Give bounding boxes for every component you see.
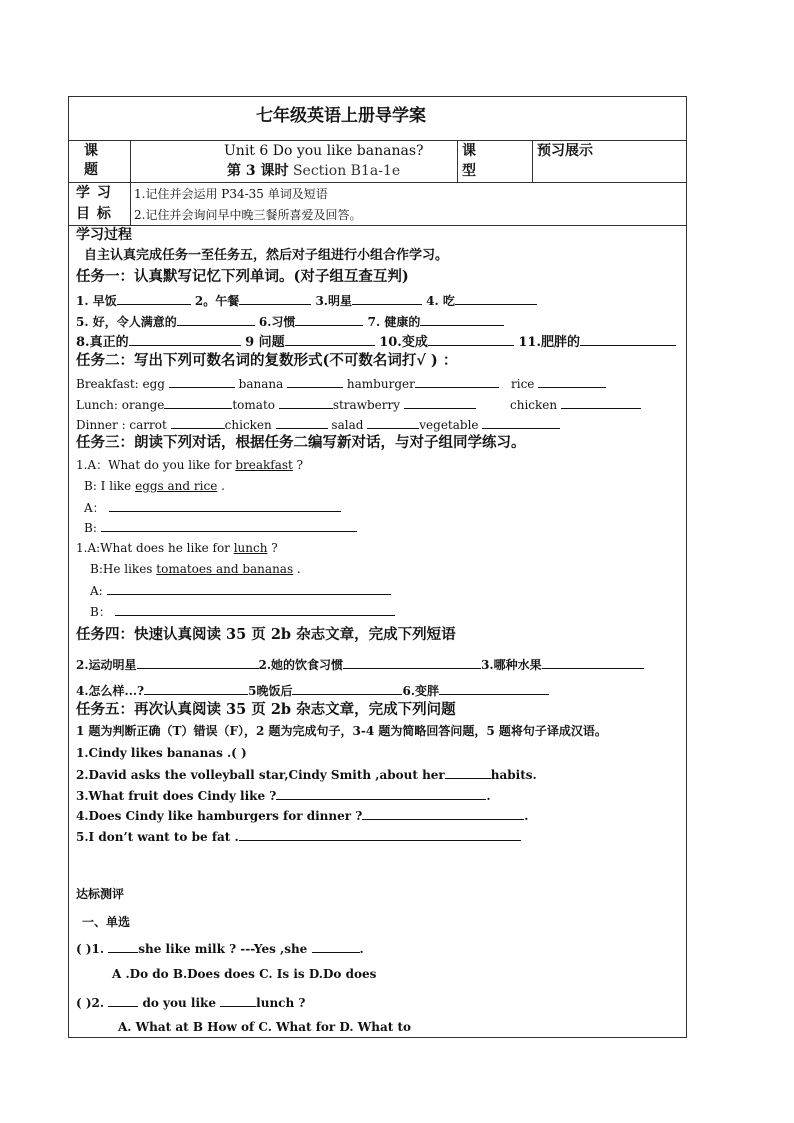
dialogue-line: B:He likes tomatoes and bananas . [90,562,301,576]
ke-ti-label: 题 [84,162,98,178]
question: 2.David asks the volleyball star,Cindy Smith ,about her habits. [76,768,537,782]
goal-item: 1.记住并会运用 P34-35 单词及短语 [134,187,328,201]
assessment-heading: 达标测评 [76,887,125,901]
divider [457,140,458,182]
task2-line: Lunch: orange tomato strawberry [76,396,476,413]
task2-heading: 任务二：写出下列可数名词的复数形式(不可数名词打√ ) ： [76,352,458,369]
task2-line: rice [511,375,606,392]
divider [532,140,533,182]
mcq-options: A .Do do B.Does does C. Is is D.Do does [112,967,377,981]
question: 1.Cindy likes bananas .( ) [76,746,247,760]
task4-line: 4.怎么样...? 5晚饭后 6.变胖 [76,682,549,699]
question: 5.I don’t want to be fat . [76,828,521,845]
lesson-title: 第 3 课时 Section B1a-1e [227,163,401,179]
dialogue-blank: A: [90,582,391,599]
mcq-question: ( )2. do you like lunch ? [76,996,306,1010]
dialogue-blank: B： [90,603,395,620]
task5-instruction: 1 题为判断正确（T）错误（F），2 题为完成句子，3-4 题为简略回答问题，5 题将句子译成汉语。 [76,724,607,738]
goal-item: 2.记住并会询问早中晚三餐所喜爱及回答。 [134,208,362,222]
task1-heading: 任务一：认真默写记忆下列单词。(对子组互查互判) [76,268,409,285]
ke-ti-label: 课 [84,143,98,159]
dialogue-line: 1.A:What does he like for lunch ? [76,541,278,555]
dialogue-line: B: I like eggs and rice . [84,479,225,493]
mcq-question: ( )1. she like milk ? ---Yes ,she . [76,942,364,956]
unit-title: Unit 6 Do you like bananas? [224,143,424,159]
task2-line: Dinner : carrot chicken salad vegetable [76,416,560,433]
divider [69,225,686,226]
ke-xing-label: 型 [462,163,476,179]
divider [130,140,131,225]
task3-heading: 任务三：朗读下列对话，根据任务二编写新对话，与对子组同学练习。 [76,434,526,451]
question: 4.Does Cindy like hamburgers for dinner ? . [76,809,529,823]
dialogue-blank: B: [84,519,357,536]
task4-heading: 任务四：快速认真阅读 35 页 2b 杂志文章，完成下列短语 [76,626,456,643]
page-title: 七年级英语上册导学案 [256,106,426,126]
ke-xing-label: 课 [462,143,476,159]
question: 3.What fruit does Cindy like ? . [76,789,491,803]
divider [69,140,686,141]
dialogue-line: 1.A：What do you like for breakfast ? [76,458,304,472]
divider [69,182,686,183]
process-intro: 自主认真完成任务一至任务五，然后对子组进行小组合作学习。 [84,248,449,263]
task4-line: 2.运动明星 2.她的饮食习惯 3.哪种水果 [76,656,644,673]
task1-line: 1. 早饭 2。午餐 3.明星 4. 吃 [76,292,537,309]
task2-line: chicken [510,396,641,413]
goals-label: 目 标 [76,206,112,222]
task5-heading: 任务五：再次认真阅读 35 页 2b 杂志文章，完成下列问题 [76,701,456,718]
task1-line: 8.真正的 9 问题 10.变成 11.肥胖的 [76,333,676,351]
task1-line: 5. 好，令人满意的 6.习惯 7. 健康的 [76,313,504,330]
assessment-section: 一、单选 [82,915,131,929]
section-heading: 学习过程 [76,227,132,243]
lesson-type: 预习展示 [537,143,593,159]
task2-line: Breakfast: egg banana hamburger [76,375,499,392]
mcq-options: A. What at B How of C. What for D. What to [118,1020,412,1034]
dialogue-blank: A： [84,499,341,516]
goals-label: 学 习 [76,185,112,201]
